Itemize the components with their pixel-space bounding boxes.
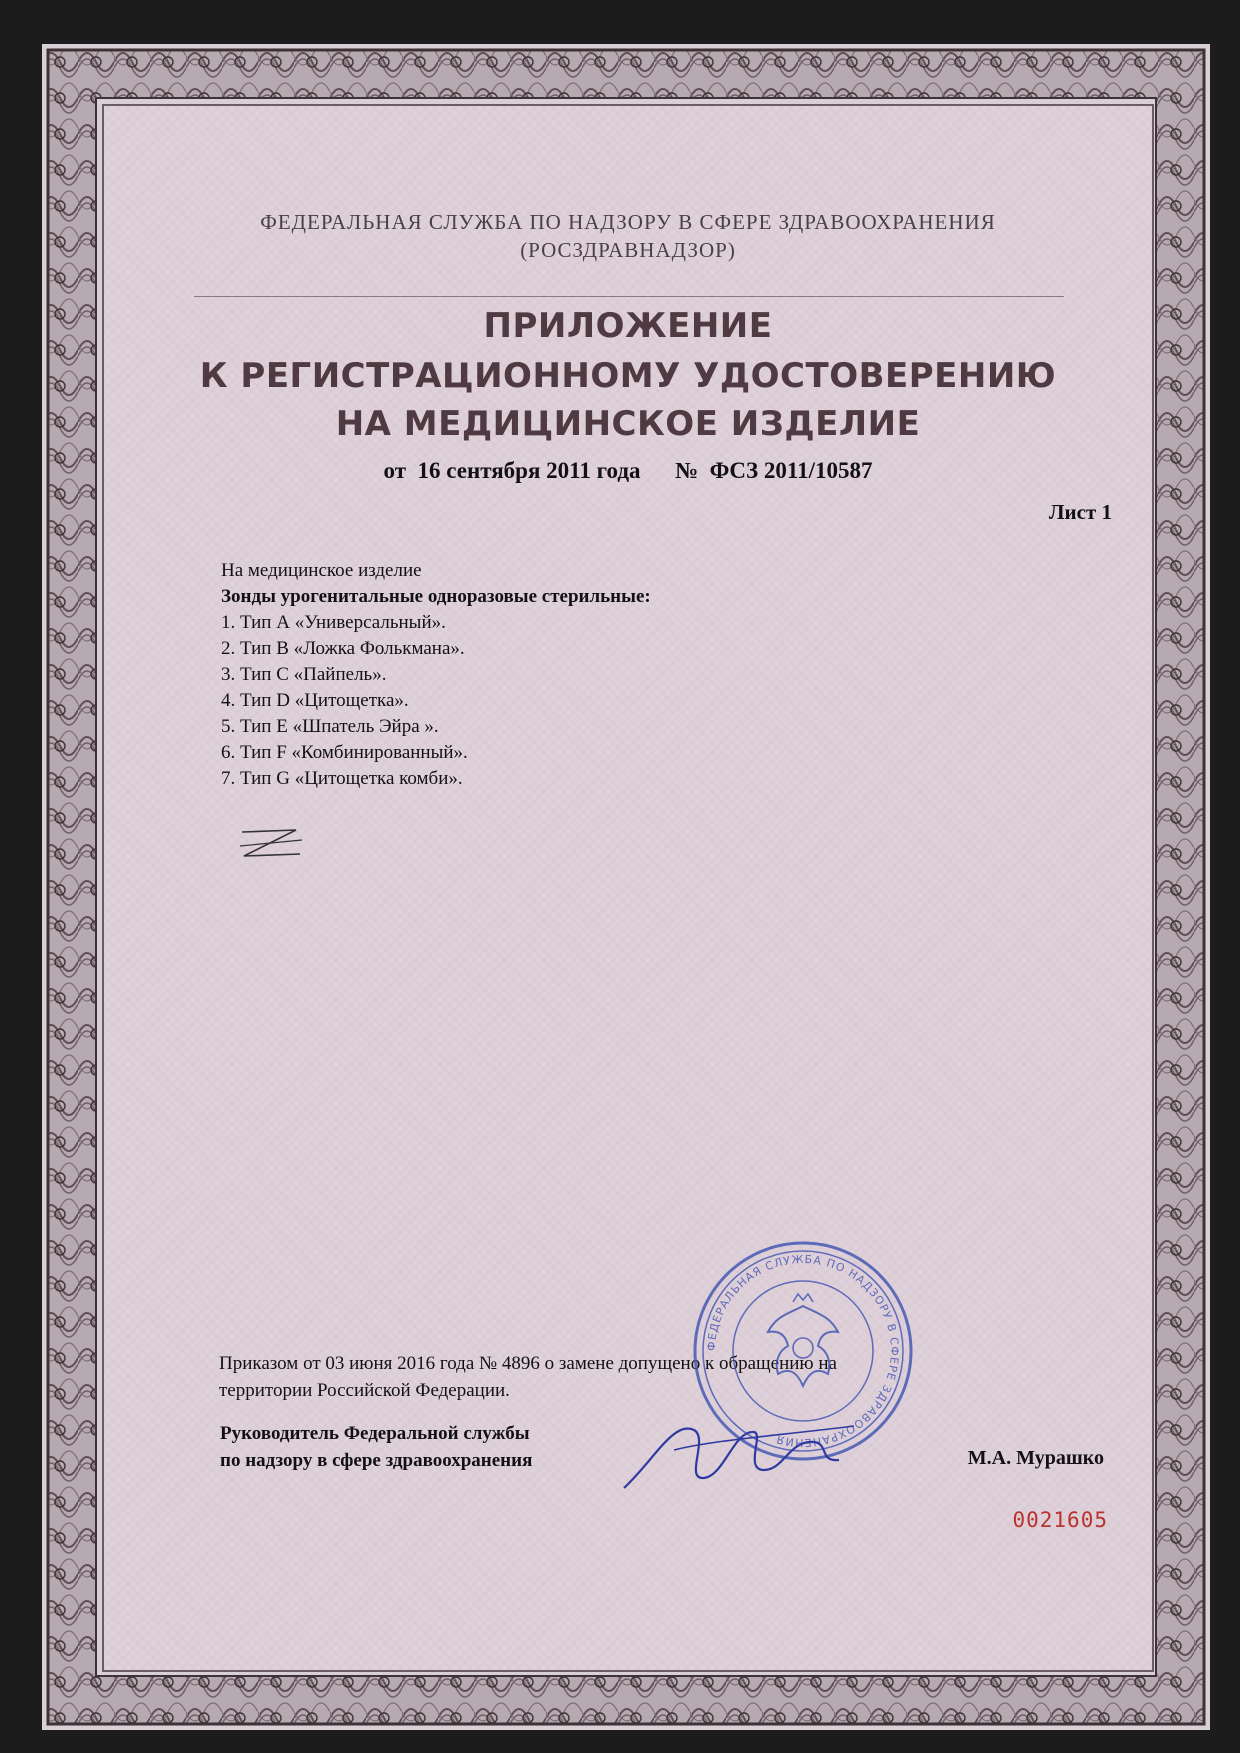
order-line2: территории Российской Федерации. [219, 1380, 510, 1401]
seal-ring-text: ФЕДЕРАЛЬНАЯ СЛУЖБА ПО НАДЗОРУ В СФЕРЕ ЗДРАВООХРАНЕНИЯ [704, 1252, 902, 1450]
list-item: 7. Тип G «Цитощетка комби». [221, 768, 463, 789]
product-description [221, 558, 651, 792]
header-divider [194, 296, 1064, 297]
signature-icon [614, 1390, 874, 1500]
certificate-paper [42, 44, 1210, 1730]
list-item: 3. Тип С «Пайпель». [221, 664, 387, 685]
list-item: 2. Тип В «Ложка Фолькмана». [221, 638, 465, 659]
list-item: 1. Тип А «Универсальный». [221, 612, 446, 633]
sheet-label: Лист 1 [1048, 500, 1112, 524]
z-closing-mark-icon [236, 826, 306, 862]
intro-text: На медицинское изделие [221, 560, 422, 581]
document-title-line3: НА МЕДИЦИНСКОЕ ИЗДЕЛИЕ [335, 404, 921, 444]
agency-abbreviation: (РОСЗДРАВНАДЗОР) [520, 238, 736, 262]
certificate-number: № ФСЗ 2011/10587 [674, 458, 873, 483]
signer-position-line1: Руководитель Федеральной службы [220, 1423, 530, 1444]
list-item: 4. Тип D «Цитощетка». [221, 690, 409, 711]
document-title-line1: ПРИЛОЖЕНИЕ [483, 306, 773, 346]
certificate-reference [104, 458, 1152, 484]
serial-number: 0021605 [1012, 1508, 1108, 1532]
agency-name: ФЕДЕРАЛЬНАЯ СЛУЖБА ПО НАДЗОРУ В СФЕРЕ ЗДРАВООХРАНЕНИЯ [260, 210, 996, 234]
list-item: 6. Тип F «Комбинированный». [221, 742, 468, 763]
signer-name: М.А. Мурашко [967, 1447, 1104, 1469]
list-item: 5. Тип Е «Шпатель Эйра ». [221, 716, 439, 737]
document-body [102, 104, 1154, 1672]
signer-position-line2: по надзору в сфере здравоохранения [220, 1450, 533, 1471]
signer-position [220, 1420, 532, 1474]
document-title-line2: К РЕГИСТРАЦИОННОМУ УДОСТОВЕРЕНИЮ [199, 356, 1057, 396]
product-name: Зонды урогенитальные одноразовые стерильные: [221, 586, 651, 607]
order-line1: Приказом от 03 июня 2016 года № 4896 о замене допущено к обращению на [219, 1353, 837, 1374]
certificate-date: от 16 сентября 2011 года [383, 458, 641, 483]
